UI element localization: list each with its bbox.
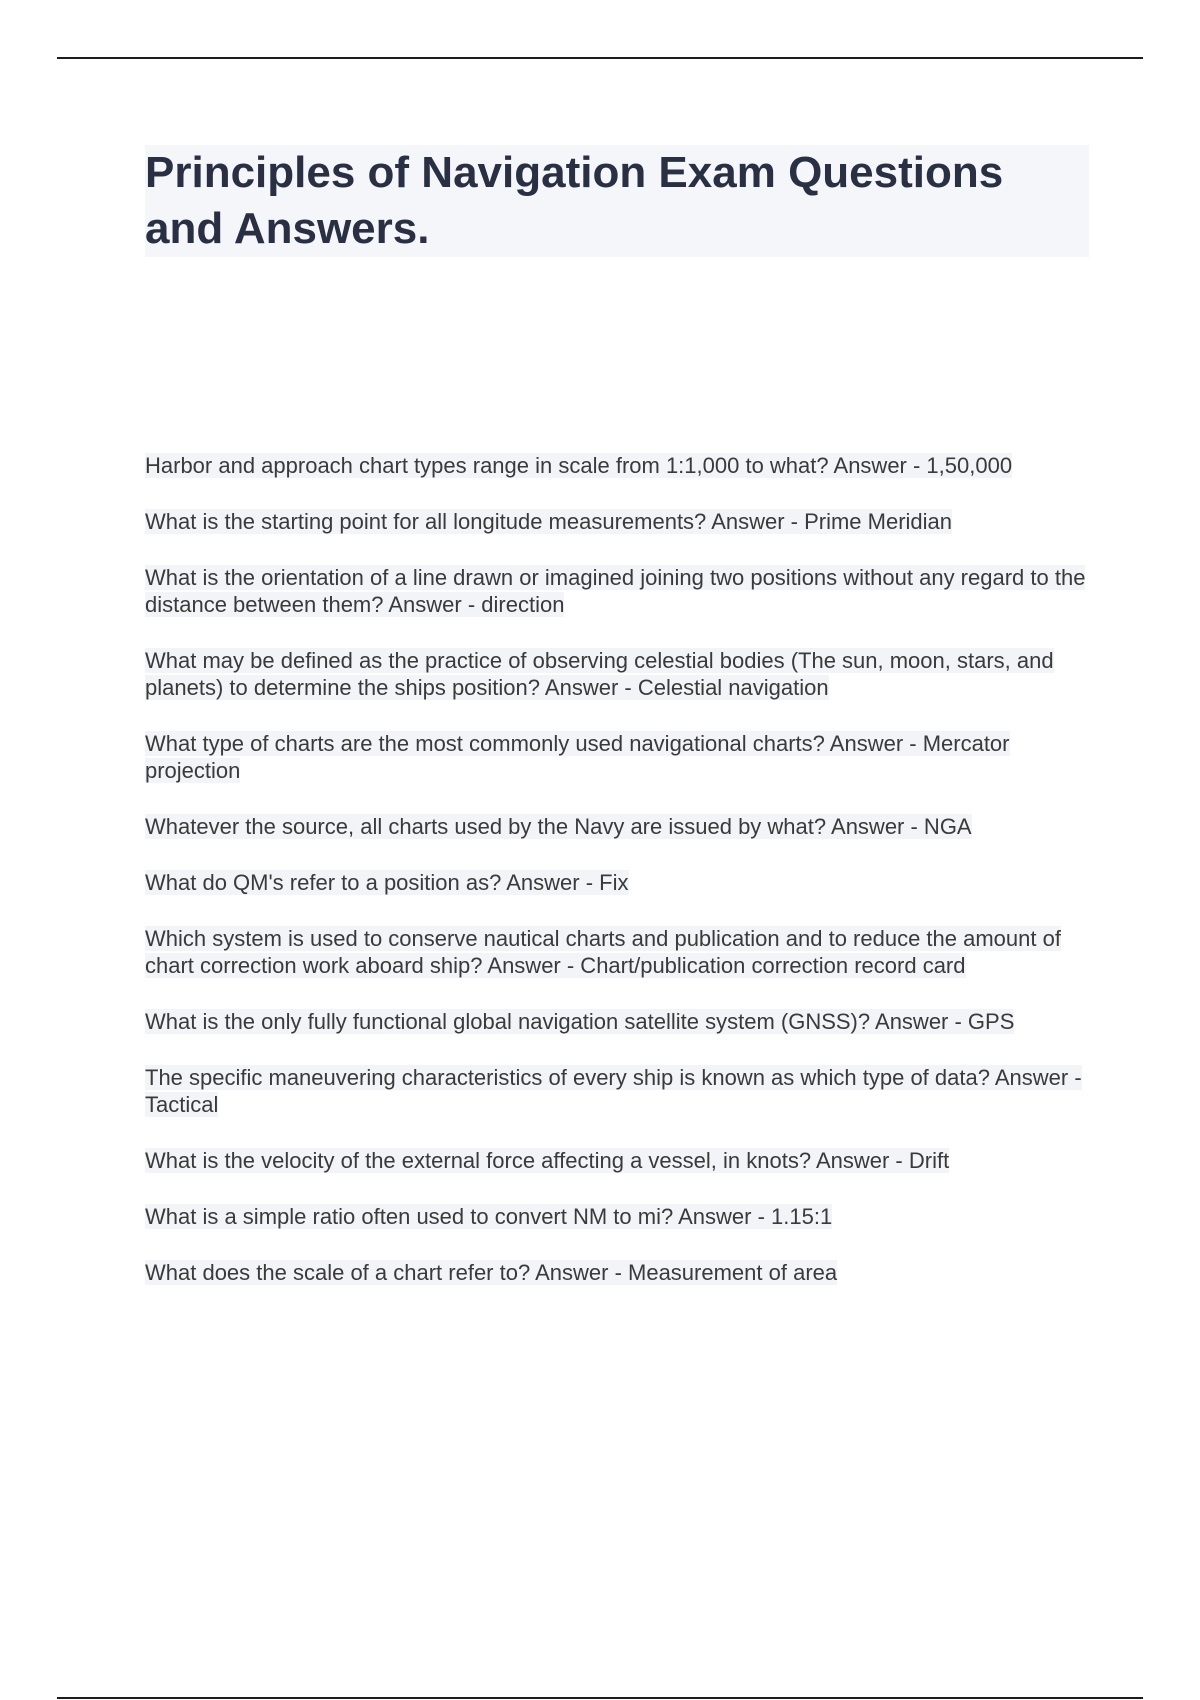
qa-text: Whatever the source, all charts used by the Navy are issued by what? Answer - NGA [145, 814, 972, 839]
qa-item [145, 730, 1089, 784]
qa-text: The specific maneuvering characteristics of every ship is known as which type of data? Answer - Tactical [145, 1065, 1082, 1117]
qa-item [145, 1203, 1089, 1230]
qa-text: What is a simple ratio often used to convert NM to mi? Answer - 1.15:1 [145, 1204, 833, 1229]
qa-item [145, 564, 1089, 618]
qa-text: What does the scale of a chart refer to? Answer - Measurement of area [145, 1260, 838, 1285]
qa-item [145, 813, 1089, 840]
qa-text: What type of charts are the most commonly used navigational charts? Answer - Mercator projection [145, 731, 1010, 783]
qa-item [145, 1259, 1089, 1286]
header-rule [57, 57, 1143, 59]
qa-list [145, 452, 1089, 1286]
qa-text: What may be defined as the practice of observing celestial bodies (The sun, moon, stars, and planets) to determine the ships position? Answer - Celestial navigation [145, 648, 1054, 700]
qa-text: What is the only fully functional global navigation satellite system (GNSS)? Answer - GPS [145, 1009, 1015, 1034]
document-title: Principles of Navigation Exam Questions and Answers. [145, 148, 1004, 253]
qa-item [145, 508, 1089, 535]
qa-item [145, 1008, 1089, 1035]
qa-item [145, 925, 1089, 979]
title-block [145, 145, 1089, 257]
qa-item [145, 452, 1089, 479]
qa-item [145, 1147, 1089, 1174]
qa-item [145, 1064, 1089, 1118]
qa-text: What is the velocity of the external force affecting a vessel, in knots? Answer - Drift [145, 1148, 950, 1173]
qa-text: What is the orientation of a line drawn or imagined joining two positions without any regard to the distance between them? Answer - direction [145, 565, 1086, 617]
qa-text: Harbor and approach chart types range in scale from 1:1,000 to what? Answer - 1,50,000 [145, 453, 1013, 478]
qa-text: Which system is used to conserve nautical charts and publication and to reduce the amount of chart correction work aboard ship? Answer - Chart/publication correction record card [145, 926, 1061, 978]
qa-text: What do QM's refer to a position as? Answer - Fix [145, 870, 629, 895]
qa-text: What is the starting point for all longitude measurements? Answer - Prime Meridian [145, 509, 953, 534]
qa-item [145, 647, 1089, 701]
qa-item [145, 869, 1089, 896]
footer-rule [57, 1697, 1143, 1699]
